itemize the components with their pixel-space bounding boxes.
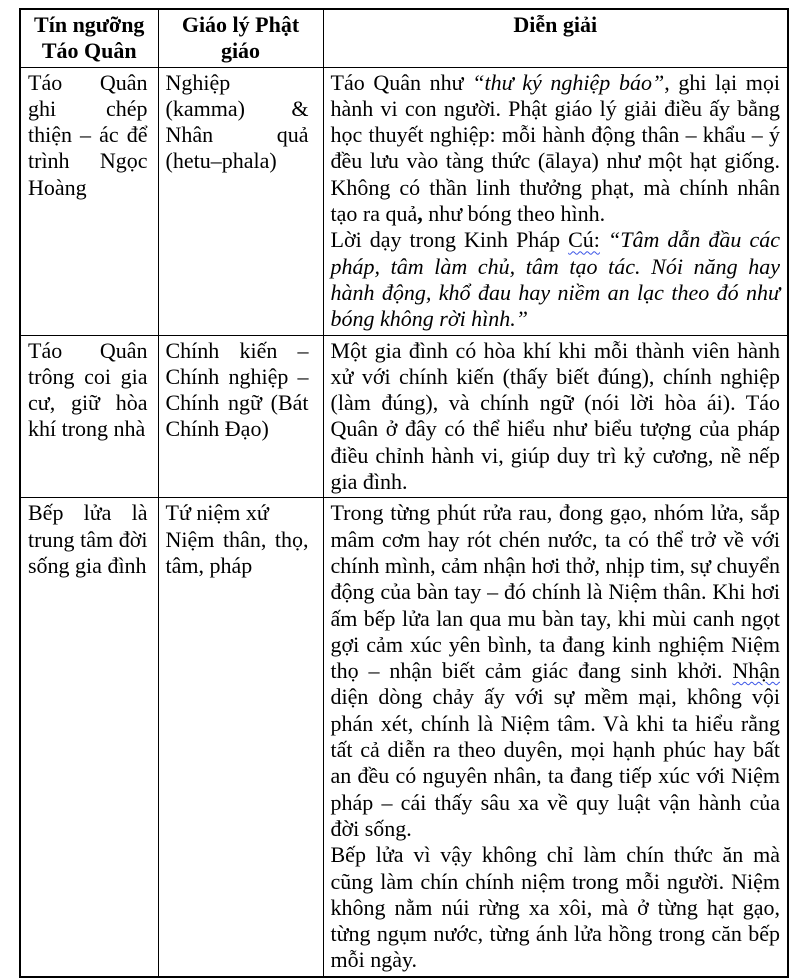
body-text: Táo Quân như [330,69,473,95]
explanation-paragraph: Bếp lửa vì vậy không chỉ làm chín thức ăn mà cũng làm chín chính niệm trong mỗi người. Niệm không nằm núi rừng xa xôi, mà ở từng hạt gạo, từng ngụm nước, từng ánh lửa hồng trong căn bếp mỗi ngày. [330,842,780,973]
doctrine-text: Niệm thân, thọ, tâm, pháp [165,526,309,578]
italic-quote: “Tâm dẫn đầu các pháp, tâm làm chủ, tâm tạo tác. Nói năng hay hành động, khổ đau hay niềm an lạc theo đó như bóng không rời hình.” [330,227,780,332]
italic-quote: “thư ký nghiệp báo” [472,69,665,95]
belief-text: Táo Quân ghi chép thiện – ác để trình Ngọc Hoàng [28,69,148,200]
cell-belief-3 [20,498,158,977]
header-belief: Tín ngưỡng Táo Quân [20,9,158,67]
spellcheck-word: Cú: [568,227,600,253]
explanation-paragraph: Một gia đình có hòa khí khi mỗi thành viên hành xử với chính kiến (thấy biết đúng), chính nghiệp (làm đúng), và chính ngữ (nói lời hòa ái). Táo Quân ở đây có thể hiểu như biểu tượng của pháp điều chỉnh hành vi, giúp duy trì kỷ cương, nề nếp gia đình. [330,337,780,495]
explanation-paragraph [331,70,781,228]
belief-text: Bếp lửa là trung tâm đời sống gia đình [28,500,148,578]
header-doctrine: Giáo lý Phật giáo [158,9,323,67]
table-row-2 [20,335,788,498]
explanation-paragraph [331,227,781,332]
comparison-table [19,8,789,978]
bold-comma: , [417,201,423,227]
header-row [20,9,788,67]
cell-belief-1 [20,67,158,335]
cell-doctrine-2 [158,335,323,498]
body-text: diện dòng chảy ấy với sự mềm mại, không vội phán xét, chính là Niệm tâm. Và khi ta hiểu rằng tất cả diễn ra theo duyên, mọi hạnh phúc hay bất an đều có nguyên nhân, ta đang tiếp xúc với Niệm pháp – cái thấy sâu xa về quy luật vận hành của đời sống. [330,684,780,841]
cell-explanation-3 [323,498,788,977]
doctrine-text: Chính kiến – Chính nghiệp – Chính ngữ (Bát Chính Đạo) [165,337,309,442]
cell-doctrine-1 [158,67,323,335]
body-text: , ghi lại mọi hành vi con người. Phật giáo lý giải điều ấy bằng học thuyết nghiệp: mỗi hành động thân – khẩu – ý đều lưu vào tàng thức (ālaya) như một hạt giống. Không có thần linh thưởng phạt, mà chính nhân tạo ra quả [330,69,780,227]
header-explanation: Diễn giải [323,9,788,67]
body-text: như bóng theo hình. [422,201,606,227]
body-text: Trong từng phút rửa rau, đong gạo, nhóm lửa, sắp mâm cơm hay rót chén nước, ta có thể trở về với chính mình, cảm nhận hơi thở, nhịp tim, sự chuyển động của bàn tay – đó chính là Niệm thân. Khi hơi ấm bếp lửa lan qua mu bàn tay, khi mùi canh ngọt gợi cảm xúc yên bình, ta đang kinh nghiệm Niệm thọ – nhận biết cảm giác đang sinh khởi. [330,500,780,684]
spellcheck-word: Nhận [732,658,780,684]
cell-explanation-1 [323,67,788,335]
cell-explanation-2 [323,335,788,498]
table-row-1 [20,67,788,335]
body-text: Lời dạy trong Kinh Pháp [330,227,569,253]
doctrine-text: Nghiệp (kamma) & Nhân quả (hetu–phala) [165,69,309,174]
doctrine-text: Tứ niệm xứ [165,500,269,526]
cell-doctrine-3 [158,498,323,977]
belief-text: Táo Quân trông coi gia cư, giữ hòa khí trong nhà [28,337,148,442]
cell-belief-2 [20,335,158,498]
table-row-3 [20,498,788,977]
explanation-paragraph [331,500,781,842]
